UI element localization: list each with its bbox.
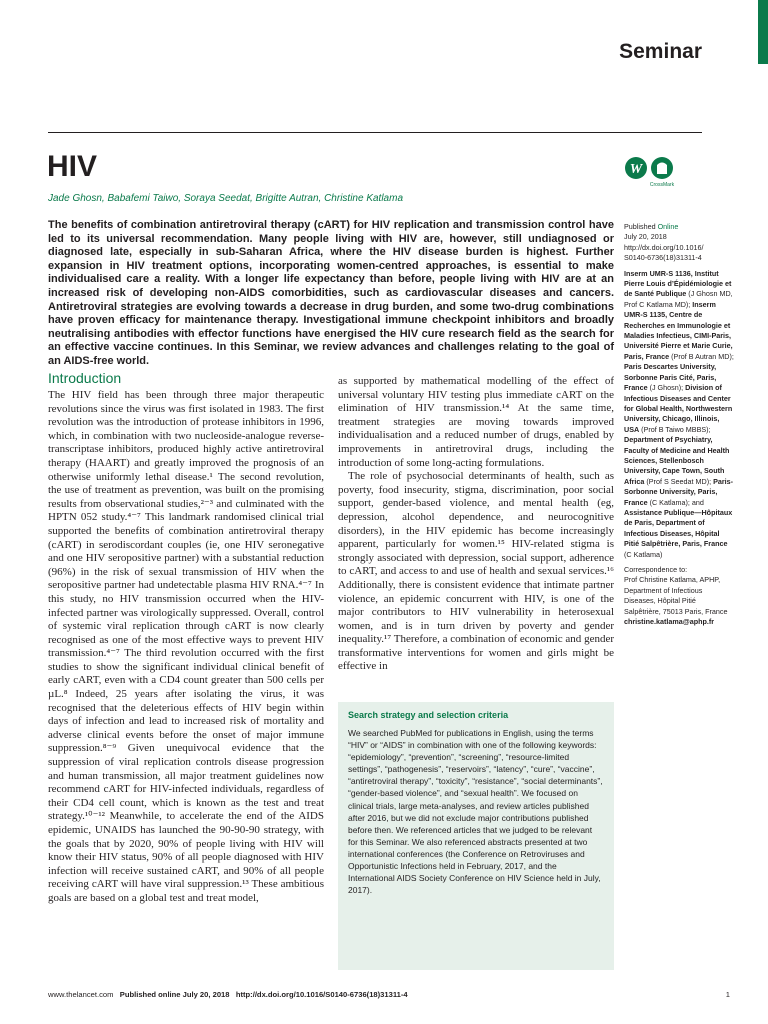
article-badges <box>624 156 680 190</box>
body-paragraph: The role of psychosocial determinants of health, such as poverty, food insecurity, stigma, discrimination, poor social support, gender-based violence, and mental health (eg, depression, alcohol dependence, and neurocognitive disorders), in the HIV epidemic has become increasingly apparent, particularly for women.¹⁵ HIV-related stigma is strongly associated with depression, social support, adherence to cART, and access to and use of health and sexual services.¹⁶ Additionally, there is consistent evidence that intimate partner violence, an epidemic concurrent with HIV, is one of the major contributors to HIV vulnerability in heterosexual women, and is in turn driven by poverty and gender inequality.¹⁷ Therefore, a combination of economic and gender transformative interventions for women and girls might be effective in <box>338 470 614 673</box>
footer-site[interactable]: www.thelancet.com <box>48 990 114 999</box>
published-date: July 20, 2018 <box>624 232 667 242</box>
affiliation-name: Assistance Publique—Hôpitaux de Paris, Department of Infectious Diseases, Hôpital Pitié Salpêtrière, Paris, France <box>624 507 733 549</box>
article-sidebar <box>624 222 734 632</box>
affiliation-name: Paris Descartes University, Sorbonne Paris Cité, Paris, France <box>624 362 717 393</box>
affiliation-authors: (C Katlama) <box>624 549 663 559</box>
footer-published: Published online July 20, 2018 <box>119 990 230 999</box>
correspondence-line: Department of Infectious <box>624 585 703 595</box>
correspondence-line: Prof Christine Katlama, APHP, <box>624 575 721 585</box>
body-column-right <box>338 375 614 697</box>
footer-doi[interactable]: http://dx.doi.org/10.1016/S0140-6736(18)31311-4 <box>235 990 408 999</box>
affiliation-name: Department of Psychiatry, Faculty of Medicine and Health Sciences, Stellenbosch University, Cape Town, South Africa <box>624 435 730 486</box>
panel-body: We searched PubMed for publications in English, using the terms “HIV” or “AIDS” in combination with one of the following keywords: “epidemiology”, “prevention”, “screening”, “resource-limited settings”, “pathogenesis”, “reservoirs”, “latency”, “cure”, “vaccine”, “antiretroviral therapy”, “toxicity”, “resistance”, “social determinants”, “gender-based violence”, and “sexual health”. We focused on clinical trials, large meta-analyses, and review articles published after 2016, but we did not exclude major contributions published before then. We referenced articles that we judged to be relevant for this Seminar. We also referenced abstracts presented at two international conferences (the Conference on Retroviruses and Opportunistic Infections held in February, 2017, and the International AIDS Society Conference on HIV Science held in July, 2017). <box>348 728 603 896</box>
doi-id[interactable]: S0140-6736(18)31311-4 <box>624 253 702 263</box>
article-title: HIV <box>47 150 98 183</box>
correspondence-label: Correspondence to: <box>624 565 688 574</box>
affiliation-name: Inserm UMR-S 1135, Centre de Recherches en Immunologie et Maladies Infectieus, CIMI-Paris, Université Pierre et Marie Curie, Paris, France <box>624 299 733 361</box>
correspondence <box>624 565 734 627</box>
body-paragraph: The HIV field has been through three major therapeutic revolutions since the virus was first isolated in 1983. The first revolution was the introduction of protease inhibitors in 1996, which, in combination with two nucleoside-analogue reverse-transcriptase inhibitors, produced highly active antiretroviral therapy (HAART) and greatly improved the prognosis of an otherwise uniformly lethal disease.¹ The second revolution, the use of treatment as prevention, was built on the promising results from observational studies,²⁻³ and culminated with the HPTN 052 study.⁴⁻⁷ This landmark randomised clinical trial supported the benefits of combination antiretroviral therapy (cART) in serodiscordant couples (ie, one HIV seronegative and one HIV seropositive partner) with a substantial reduction (96%) in the risk of sexual transmission of HIV when the seropositive partner had undetectable plasma HIV RNA.⁴⁻⁷ In this study, no HIV transmission occurred when the HIV-infected partner was virologically suppressed. Overall, control of systemic viral replication through cART is now clearly recognised as one of the most effective ways to prevent HIV transmission.⁴⁻⁷ The third revolution occurred with the first studies to show the significant individual clinical benefit of early cART, even with a CD4 count greater than 500 cells per µL.⁸ Indeed, 25 years after isolating the virus, it was recognised that the deleterious effects of HIV begin within days of infection and lead to increased risk of mortality and adverse clinical events before the onset of major immune suppression.⁸⁻⁹ Given unequivocal evidence that the suppression of viral replication controls disease progression and human transmission, all major treatment guidelines now recommend cART for HIV-infected individuals, regardless of their CD4 cell count, which is known as the test and treat strategy.¹⁰⁻¹² Meanwhile, to accelerate the end of the AIDS epidemic, UNAIDS has launched the 90-90-90 strategy, with the goals that by 2020, 90% of people living with HIV will know their HIV status, 90% of all people diagnosed with HIV infection will receive sustained cART, and 90% of all people receiving cART will have viral suppression.¹³ These ambitious goals are based on a global test and treat model, <box>48 389 324 904</box>
affiliation-authors: (J Ghosn); <box>647 383 686 393</box>
badge-letter: W <box>629 162 643 177</box>
affiliation-name: Paris-Sorbonne University, Paris, France <box>624 476 734 507</box>
affiliation-authors: (C Katlama); and <box>647 497 704 507</box>
affiliation-authors: (Prof B Autran MD); <box>669 351 734 361</box>
affiliation-authors: (Prof S Seedat MD); <box>644 476 714 486</box>
doi-url[interactable]: http://dx.doi.org/10.1016/ <box>624 242 704 252</box>
body-column-left <box>48 389 324 979</box>
header-rule <box>48 132 702 133</box>
search-strategy-panel <box>338 702 614 970</box>
section-color-bar <box>758 0 768 64</box>
panel-title: Search strategy and selection criteria <box>348 710 509 720</box>
crossmark-label: CrossMark <box>649 182 675 188</box>
published-label: Published <box>624 222 656 231</box>
section-label: Seminar <box>619 40 702 63</box>
body-paragraph: as supported by mathematical modelling of the effect of universal voluntary HIV testing plus immediate cART on the elimination of HIV transmission.¹⁴ At the same time, treatment strategies are moving towards improved individualisation and a reduced number of drugs, enabled by improvements in antiretroviral drugs, including the introduction of some long-acting formulations. <box>338 375 614 469</box>
author-list: Jade Ghosn, Babafemi Taiwo, Soraya Seedat, Brigitte Autran, Christine Katlama <box>48 193 404 204</box>
abstract: The benefits of combination antiretroviral therapy (cART) for HIV replication and transmission control have led to its universal recommendation. Many people living with HIV are, however, still undiagnosed or diagnosed late, especially in sub-Saharan Africa, where the HIV disease burden is highest. Further expansion in HIV treatment options, incorporating women-centred approaches, is essential to make individualised care a reality. With a longer life expectancy than before, people living with HIV are at an increased risk of developing non-AIDS comorbidities, such as cardiovascular diseases and cancers. Antiretroviral strategies are evolving towards a decrease in drug burden, and some two-drug combinations have proven efficacy for maintenance therapy. Investigational immune checkpoint inhibitors and broadly neutralising antibodies with effector functions have energised the HIV cure research field as the search for an effective vaccine continues. In this Seminar, we review advances and challenges relating to the goal of an AIDS-free world. <box>48 219 614 367</box>
affiliations <box>624 269 734 560</box>
affiliation-name: Division of Infectious Diseases and Center for Global Health, Northwestern University, Chicago, Illinois, USA <box>624 383 733 434</box>
footer-citation <box>48 990 408 999</box>
affiliation-name: Inserm UMR-S 1136, Institut Pierre Louis d’Épidémiologie et de Santé Publique <box>624 268 732 299</box>
affiliation-authors: (J Ghosn MD, Prof C Katlama MD); <box>624 289 733 309</box>
publication-info <box>624 222 734 264</box>
open-access-badge-icon[interactable] <box>624 156 680 190</box>
correspondence-line: Salpêtrière, 75013 Paris, France <box>624 606 728 616</box>
correspondence-email[interactable]: christine.katlama@aphp.fr <box>624 617 715 627</box>
affiliation-authors: (Prof B Taiwo MBBS); <box>639 424 711 434</box>
page-number: 1 <box>725 990 730 999</box>
correspondence-line: Diseases, Hôpital Pitié <box>624 596 696 606</box>
section-heading-introduction: Introduction <box>48 370 122 386</box>
published-online: Online <box>657 222 679 231</box>
